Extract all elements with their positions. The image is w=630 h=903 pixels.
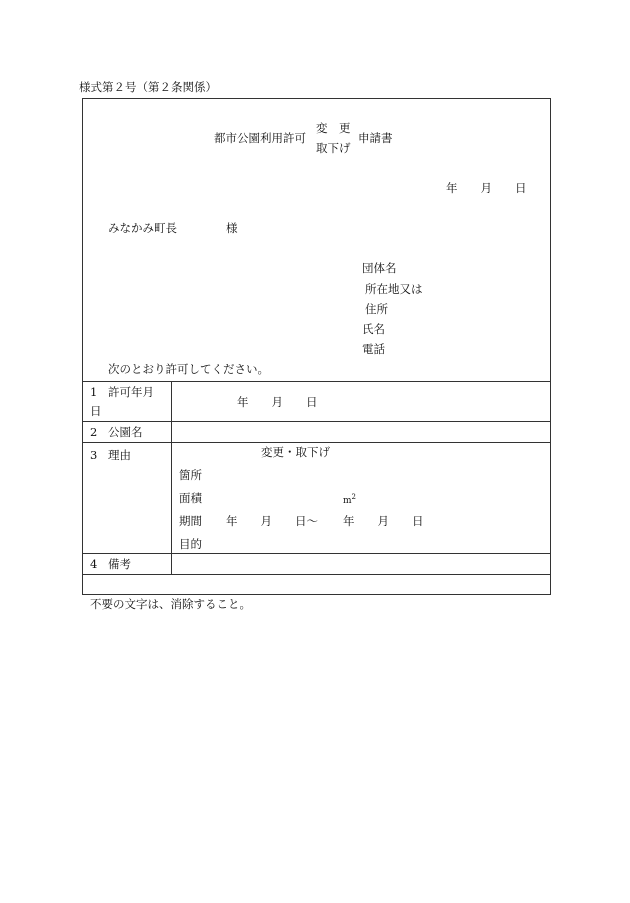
row1-permit-date: 年 月 日 xyxy=(237,395,318,409)
addressee-honorific: 様 xyxy=(226,221,238,235)
application-date: 年 月 日 xyxy=(446,181,527,195)
row3-purpose-label: 目的 xyxy=(179,537,202,551)
row3-area-unit: $m^2$ xyxy=(343,493,357,506)
title-option-withdraw: 取下げ xyxy=(316,141,351,155)
row3-location-label: 箇所 xyxy=(179,468,202,482)
row3-period-to: 年 月 日 xyxy=(343,514,424,528)
request-text: 次のとおり許可してください。 xyxy=(108,362,269,376)
table-top-line xyxy=(82,381,551,382)
row-divider-1 xyxy=(82,421,551,422)
applicant-name-label: 氏名 xyxy=(362,322,385,336)
row-divider-2 xyxy=(82,442,551,443)
row3-area-label: 面積 xyxy=(179,491,202,505)
row3-change-withdraw: 変更・取下げ xyxy=(261,445,330,459)
row3-label: 理由 xyxy=(108,448,131,462)
row3-period-label: 期間 xyxy=(179,514,202,528)
row4-number: 4 xyxy=(90,557,98,571)
row1-label: 許可年月 xyxy=(108,385,154,399)
applicant-address-label-2: 住所 xyxy=(365,302,388,316)
title-option-change: 変 更 xyxy=(316,121,351,135)
footnote: 不要の文字は、消除すること。 xyxy=(90,597,251,611)
applicant-address-label-1: 所在地又は xyxy=(365,282,423,296)
row3-number: 3 xyxy=(90,448,98,462)
row-divider-3 xyxy=(82,553,551,554)
title-prefix: 都市公園利用許可 xyxy=(214,131,306,145)
applicant-group-name-label: 団体名 xyxy=(362,261,397,275)
form-number: 様式第２号（第２条関係） xyxy=(79,80,217,94)
row-divider-4 xyxy=(82,574,551,575)
column-divider xyxy=(171,381,172,574)
row1-number: 1 xyxy=(90,385,98,399)
row1-label-wrap: 日 xyxy=(90,404,102,418)
title-suffix: 申請書 xyxy=(358,131,393,145)
applicant-phone-label: 電話 xyxy=(362,342,385,356)
row2-label: 公園名 xyxy=(108,425,143,439)
row2-number: 2 xyxy=(90,425,98,439)
row3-period-from: 年 月 日～ xyxy=(226,514,318,528)
row4-label: 備考 xyxy=(108,557,131,571)
addressee-name: みなかみ町長 xyxy=(108,221,177,235)
